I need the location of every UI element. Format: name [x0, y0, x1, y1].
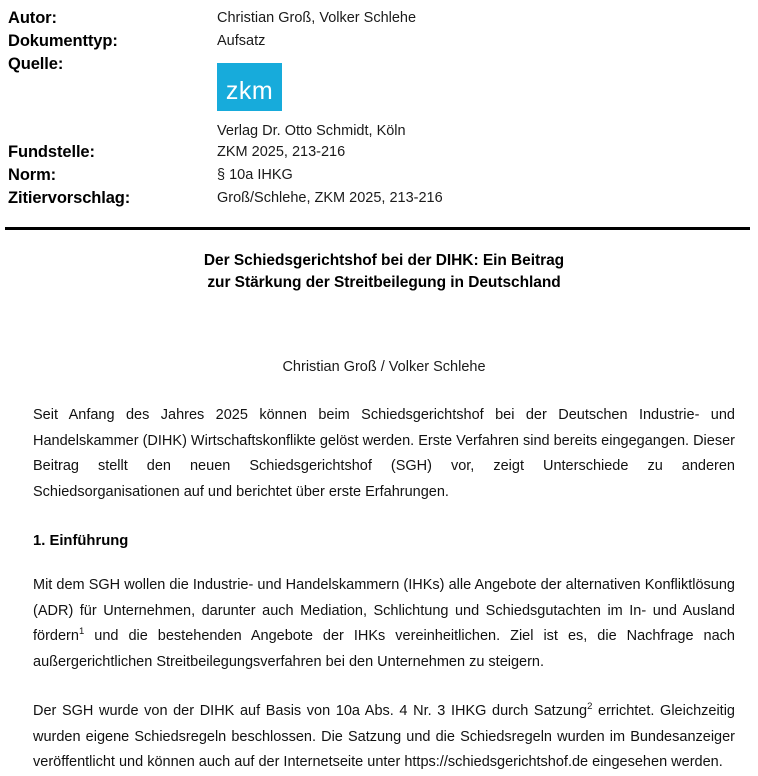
footnote-marker-1[interactable]: 1 [78, 626, 85, 638]
article-title-line-1: Der Schiedsgerichtshof bei der DIHK: Ein Beitrag [203, 252, 565, 269]
section-1-paragraph-1 [33, 573, 735, 675]
metadata-label-norm: Norm: [8, 166, 57, 184]
metadata-value-autor: Christian Groß, Volker Schlehe [217, 10, 417, 26]
paragraph-1-text-before-footnote: Mit dem SGH wollen die Industrie- und Handelskammern (IHKs) alle Angebote der alternativen Konfliktlösung (ADR) für Unternehmen, darunter auch Mediation, Schlichtung und Schiedsgutachten im In- und Ausland fördern [33, 577, 735, 644]
metadata-label-quelle: Quelle: [8, 55, 64, 73]
zkm-logo [217, 63, 282, 111]
metadata-row-norm [0, 164, 758, 187]
metadata-row-zitiervorschlag [0, 187, 758, 210]
metadata-label-fundstelle: Fundstelle: [8, 143, 95, 161]
header-divider [5, 227, 750, 230]
metadata-label-zitiervorschlag: Zitiervorschlag: [8, 189, 131, 207]
footnote-marker-2[interactable]: 2 [587, 701, 593, 713]
article-abstract: Seit Anfang des Jahres 2025 können beim Schiedsgerichtshof bei der Deutschen Industrie- und Handelskammer (DIHK) Wirtschaftskonflikte gelöst werden. Erste Verfahren sind bereits eingegangen. Dieser Beitrag stellt den neuen Schiedsgerichtshof (SGH) vor, zeigt Unterschiede zu anderen Schiedsorganisationen auf und berichtet über erste Erfahrungen. [33, 407, 735, 500]
section-heading-1: 1. Einführung [33, 533, 129, 549]
zkm-logo-text: zkm [225, 77, 274, 105]
metadata-row-dokumenttyp [0, 30, 758, 53]
publisher-name: Verlag Dr. Otto Schmidt, Köln [217, 123, 406, 139]
paragraph-2-text-before-footnote: Der SGH wurde von der DIHK auf Basis von 10a Abs. 4 Nr. 3 IHKG durch Satzung [33, 703, 588, 719]
metadata-label-autor: Autor: [8, 9, 57, 27]
metadata-row-fundstelle [0, 141, 758, 164]
article-body [0, 250, 758, 776]
metadata-value-zitiervorschlag: Groß/Schlehe, ZKM 2025, 213-216 [217, 190, 443, 206]
metadata-row-quelle [0, 53, 758, 141]
source-block [217, 53, 758, 141]
metadata-header [0, 0, 758, 210]
paragraph-1-text-after-footnote: und die bestehenden Angebote der IHKs vereinheitlichen. Ziel ist es, die Nachfrage nach außergerichtlichen Streitbeilegungsverfahren bei den Unternehmen zu steigern. [33, 628, 735, 670]
article-byline: Christian Groß / Volker Schlehe [282, 359, 486, 375]
metadata-value-fundstelle: ZKM 2025, 213-216 [217, 144, 346, 160]
metadata-value-norm: § 10a IHKG [217, 167, 293, 183]
metadata-row-autor [0, 7, 758, 30]
metadata-value-dokumenttyp: Aufsatz [217, 33, 266, 49]
metadata-label-dokumenttyp: Dokumenttyp: [8, 32, 118, 50]
article-title [33, 250, 735, 294]
section-1-paragraph-2 [33, 699, 735, 776]
article-title-line-2: zur Stärkung der Streitbeilegung in Deutschland [207, 274, 561, 291]
paragraph-2-text-after-footnote: errichtet. Gleichzeitig wurden eigene Schiedsregeln beschlossen. Die Satzung und die Schiedsregeln wurden im Bundesanzeiger veröffentlicht und können auch auf der Internetseite unter https://schiedsgerichtshof.de eingesehen werden. [33, 703, 735, 770]
